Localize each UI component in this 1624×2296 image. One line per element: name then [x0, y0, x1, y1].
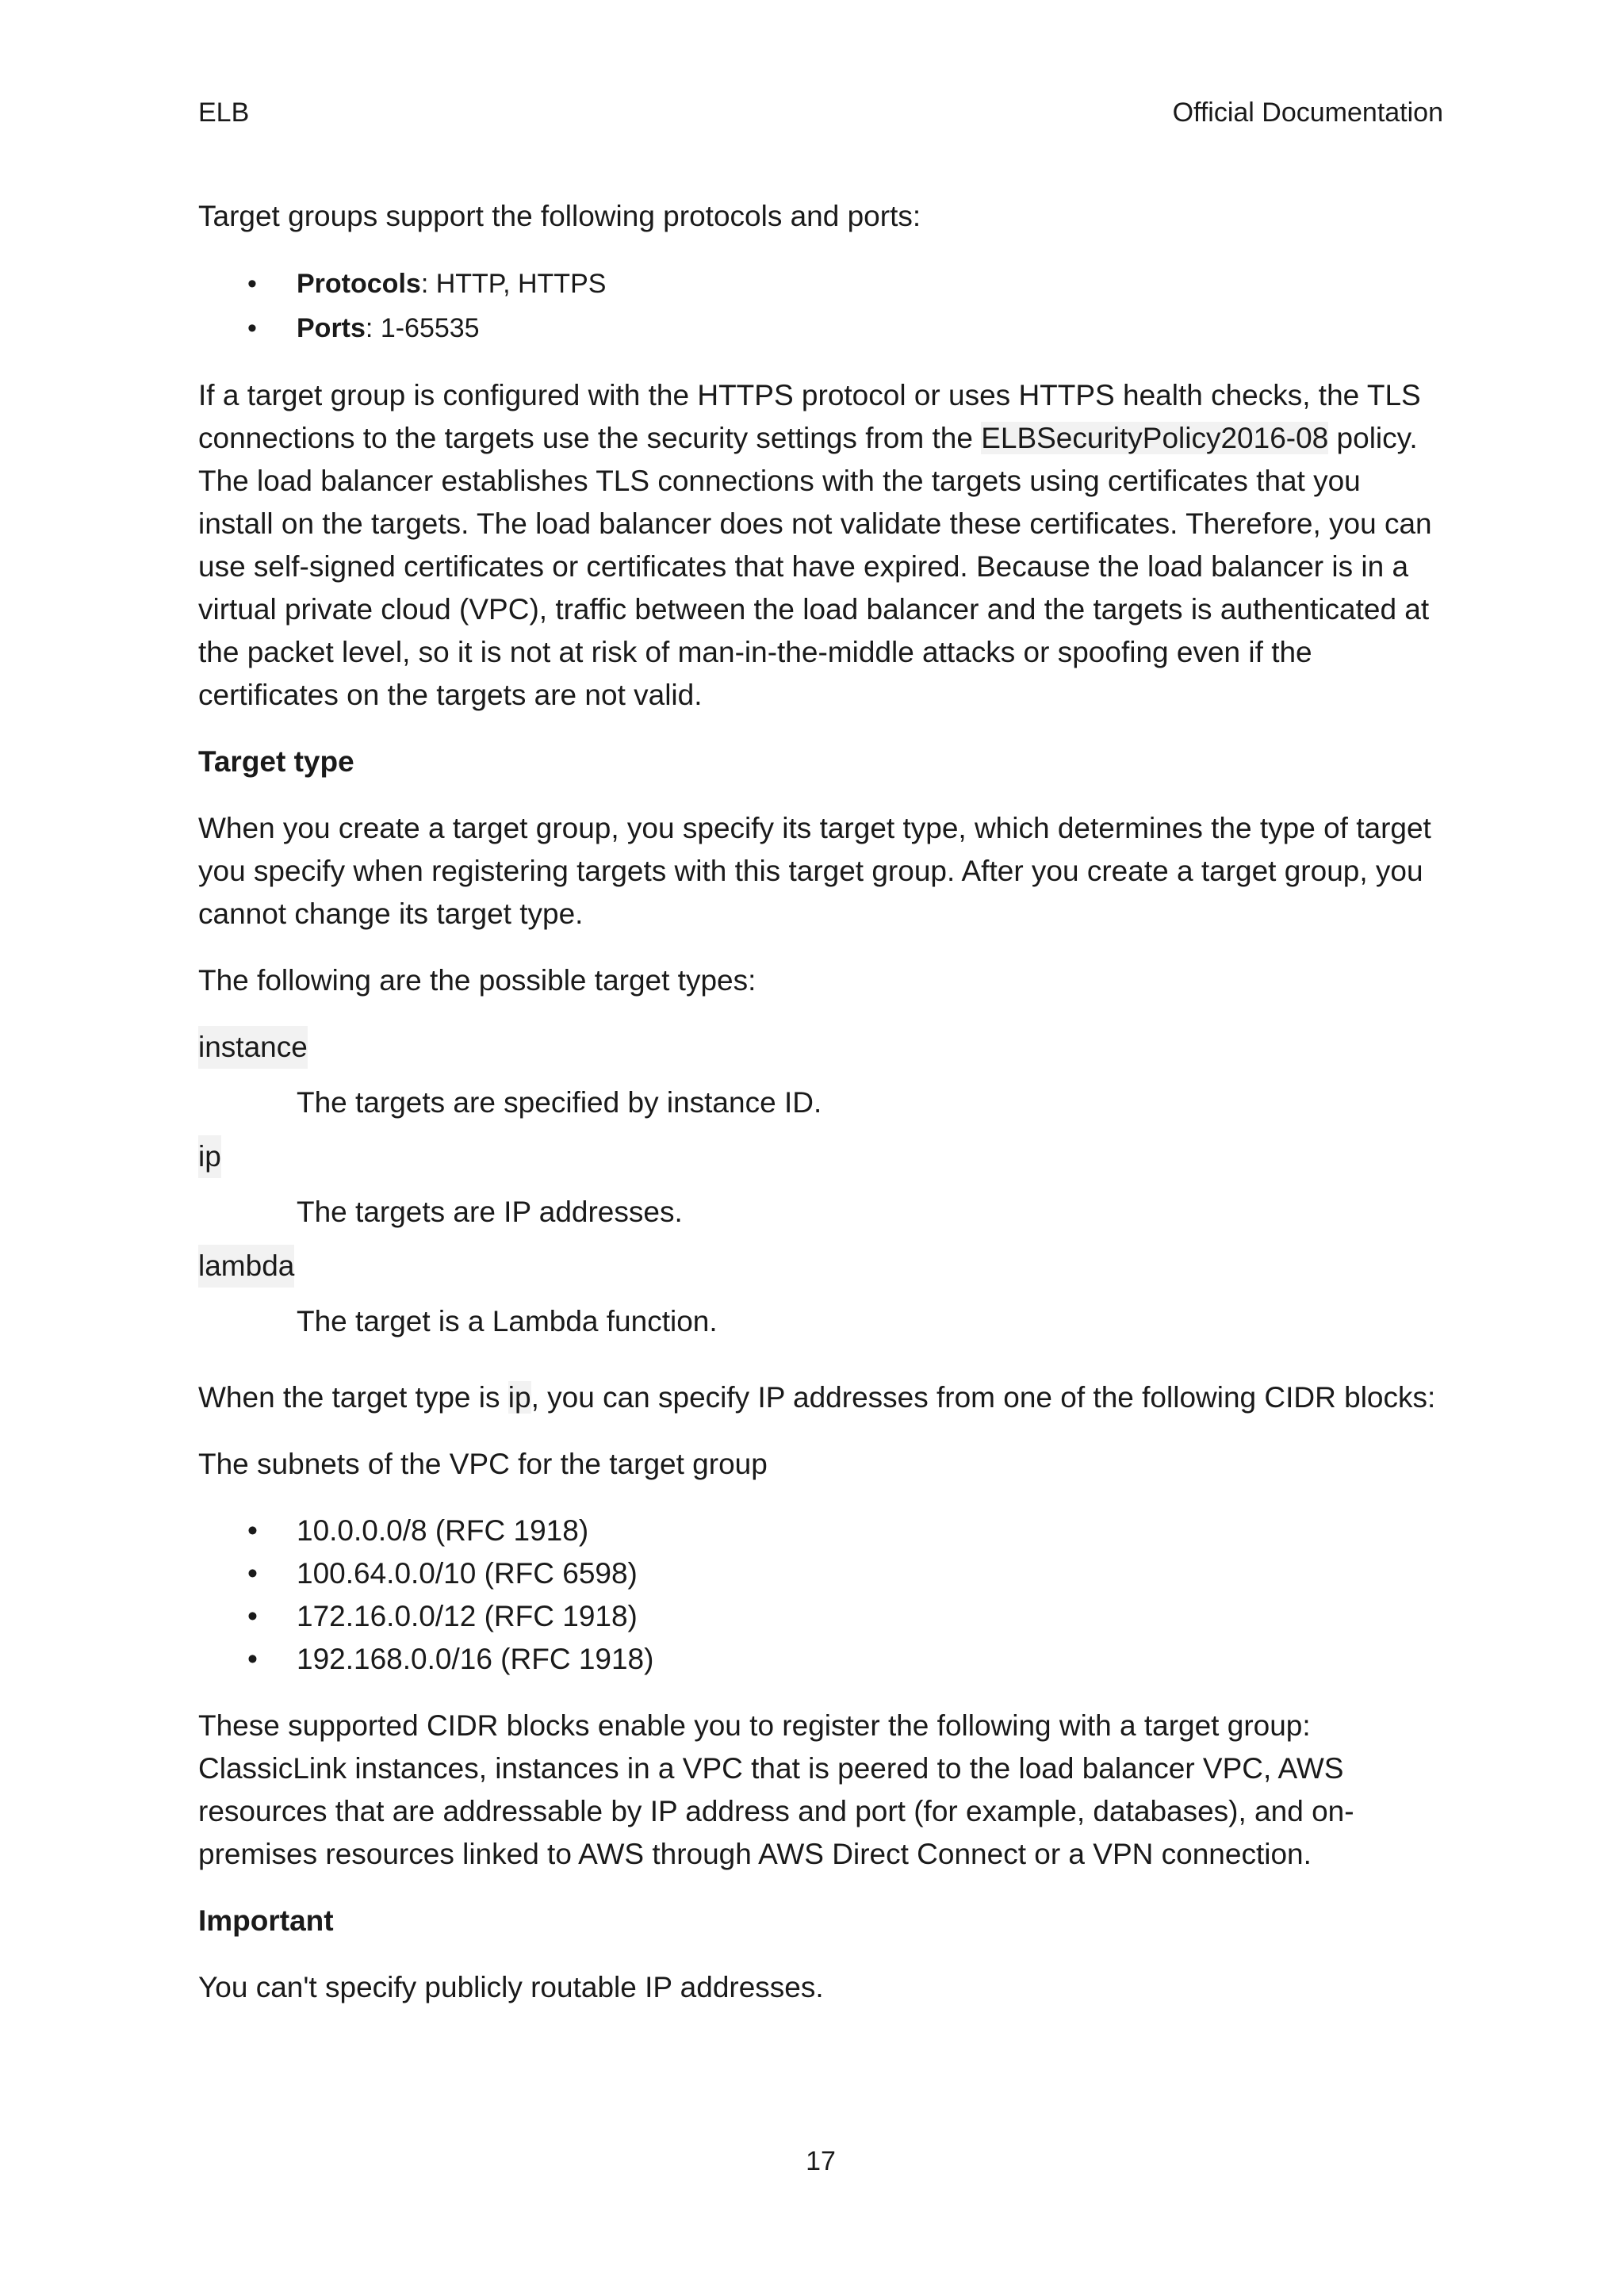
- policy-code: ELBSecurityPolicy2016-08: [981, 422, 1329, 454]
- target-type-definitions: [198, 1026, 1443, 1343]
- list-item-value: : HTTP, HTTPS: [420, 269, 607, 299]
- definition-lambda: The target is a Lambda function.: [297, 1305, 718, 1337]
- header-doc-type: Official Documentation: [1172, 98, 1443, 128]
- cidr-block-list: [198, 1510, 1443, 1681]
- term-instance: instance: [198, 1026, 308, 1069]
- list-item-label: Protocols: [297, 269, 421, 299]
- list-item-label: Ports: [297, 313, 366, 343]
- subnets-text: The subnets of the VPC for the target group: [198, 1448, 768, 1480]
- protocols-intro: Target groups support the following protocols and ports:: [198, 200, 921, 232]
- page-number: 17: [806, 2146, 836, 2176]
- list-item: • 100.64.0.0/10 (RFC 6598): [198, 1552, 1443, 1595]
- list-item: [198, 306, 1443, 350]
- target-types-intro: The following are the possible target types:: [198, 964, 756, 997]
- cidr-intro: When the target type is ip, you can specify IP addresses from one of the following CIDR blocks:: [198, 1381, 1436, 1414]
- term-lambda: lambda: [198, 1245, 294, 1288]
- list-item: • 172.16.0.0/12 (RFC 1918): [198, 1595, 1443, 1638]
- page-content: [198, 195, 1443, 2033]
- definition-instance: The targets are specified by instance ID.: [297, 1086, 822, 1119]
- running-header: [198, 95, 1443, 130]
- protocol-list: [198, 262, 1443, 350]
- supported-cidr-paragraph: These supported CIDR blocks enable you to register the following with a target group: ClassicLink instances, instances in a VPC that is peered to the load balancer VPC, AWS resources that are addressable by IP address and port (for example, databases), and on-premises resources linked to AWS through AWS Direct Connect or a VPN connection.: [198, 1709, 1354, 1870]
- target-type-description: When you create a target group, you specify its target type, which determines the type of target you specify when registering targets with this target group. After you create a target group, you cannot change its target type.: [198, 812, 1431, 930]
- definition-ip: The targets are IP addresses.: [297, 1196, 683, 1228]
- https-paragraph: If a target group is configured with the HTTPS protocol or uses HTTPS health checks, the TLS connections to the targets use the security settings from the ELBSecurityPolicy2016-08 policy. The load balancer establishes TLS connections with the targets using certificates that you install on the targets. The load balancer does not validate these certificates. Therefore, you can use self-signed certificates or certificates that have expired. Because the load balancer is in a virtual private cloud (VPC), traffic between the load balancer and the targets is authenticated at the packet level, so it is not at risk of man-in-the-middle attacks or spoofing even if the certificates on the targets are not valid.: [198, 379, 1432, 711]
- target-type-heading: Target type: [198, 745, 354, 778]
- list-item: • 192.168.0.0/16 (RFC 1918): [198, 1638, 1443, 1681]
- term-ip: ip: [198, 1135, 221, 1178]
- header-title: ELB: [198, 98, 250, 128]
- important-text: You can't specify publicly routable IP addresses.: [198, 1971, 824, 2003]
- list-item: [198, 262, 1443, 306]
- important-heading: Important: [198, 1904, 334, 1937]
- list-item: • 10.0.0.0/8 (RFC 1918): [198, 1510, 1443, 1552]
- ip-code: ip: [508, 1381, 531, 1414]
- list-item-value: : 1-65535: [365, 313, 480, 343]
- document-page: [198, 0, 1443, 2296]
